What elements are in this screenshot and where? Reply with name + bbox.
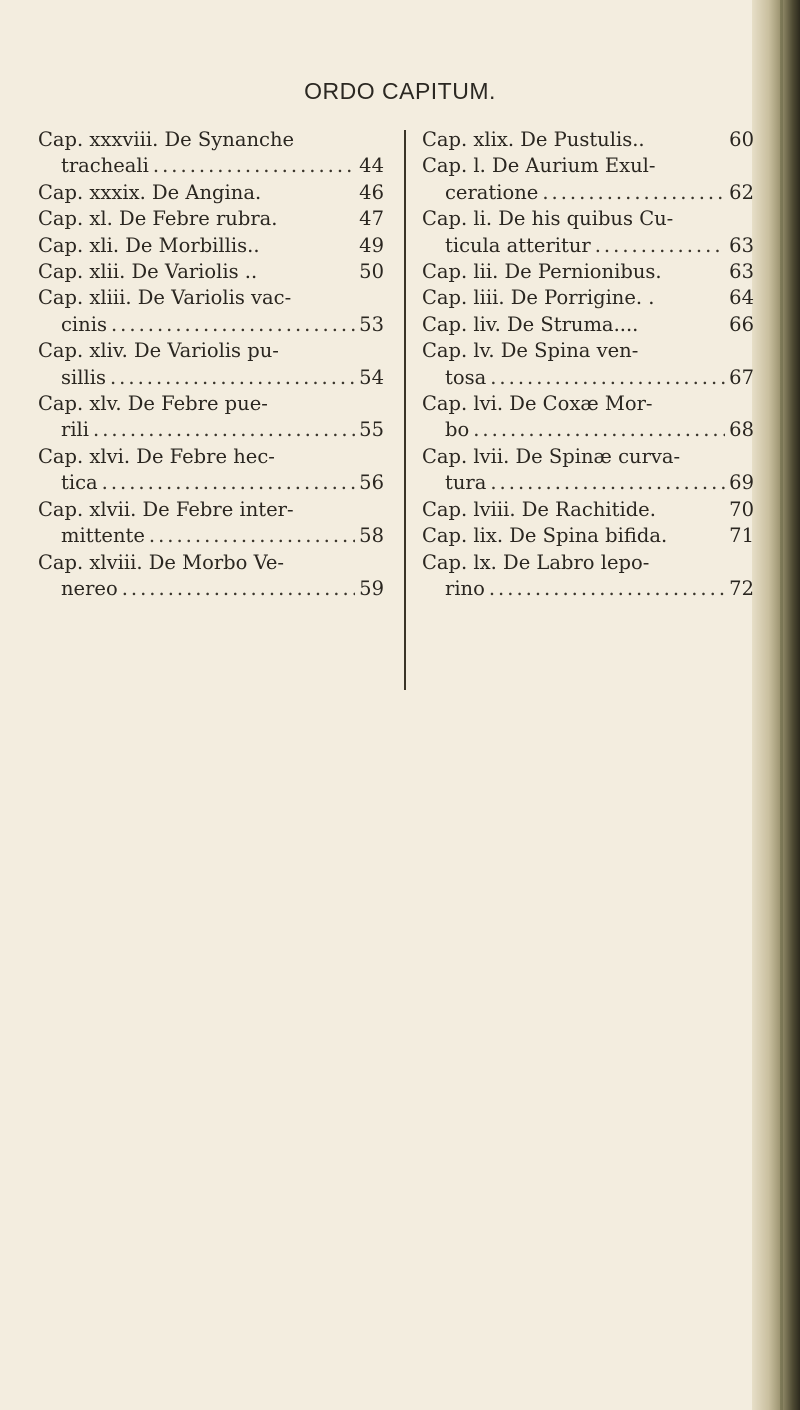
entry-continuation: rili (61, 418, 90, 442)
entry-continuation: ticula atteritur (445, 233, 591, 257)
page-number: 66 (729, 312, 754, 336)
entry-continuation: cinis (61, 312, 107, 336)
entry-continuation: nereo (61, 576, 118, 600)
entry-first-line: Cap. xliii. De Variolis vac- (38, 286, 292, 310)
toc-entry (422, 550, 754, 603)
page-number: 55 (359, 418, 384, 442)
entry-continuation: rino (445, 576, 485, 600)
entry-first-line: Cap. lvi. De Coxæ Mor- (422, 392, 653, 416)
toc-entry (422, 444, 754, 497)
entry-first-line: Cap. lx. De Labro lepo- (422, 550, 650, 574)
page-number: 64 (729, 286, 754, 310)
page-number: 50 (359, 260, 384, 284)
page-number: 67 (729, 365, 754, 389)
toc-entry (38, 497, 384, 550)
entry-first-line: Cap. xlvii. De Febre inter- (38, 497, 294, 521)
page-title: ORDO CAPITUM. (304, 78, 496, 104)
toc-left-column (38, 127, 384, 602)
entry-first-line: Cap. xxxviii. De Synanche (38, 128, 295, 151)
page-number: 59 (359, 576, 384, 600)
page-number: 46 (359, 180, 384, 204)
page-number: 68 (729, 418, 754, 442)
entry-first-line: Cap. lv. De Spina ven- (422, 339, 639, 363)
toc-entry (38, 391, 384, 444)
toc-entry (38, 285, 384, 338)
toc-entry (422, 312, 754, 338)
toc-entry (422, 259, 754, 285)
page-number: 62 (729, 180, 754, 204)
page-number: 44 (359, 154, 384, 178)
toc-entry (422, 497, 754, 523)
entry-continuation: tica (61, 471, 98, 495)
toc-entry (422, 285, 754, 311)
entry-first-line: Cap. l. De Aurium Exul- (422, 154, 656, 178)
entry-continuation: tura (445, 471, 487, 495)
page-number: 63 (729, 233, 754, 257)
toc-entry (38, 338, 384, 391)
entry-continuation: tosa (445, 365, 487, 389)
toc-entry (38, 550, 384, 603)
toc-entry (38, 259, 384, 285)
page-number: 58 (359, 524, 384, 548)
page-number: 71 (729, 524, 754, 548)
entry-line: Cap. xli. De Morbillis.. (38, 233, 260, 257)
toc-entry (422, 391, 754, 444)
page-number: 49 (359, 233, 384, 257)
entry-first-line: Cap. xlv. De Febre pue- (38, 392, 268, 416)
toc-entry (422, 338, 754, 391)
page-number: 60 (729, 128, 754, 151)
toc-entry (38, 233, 384, 259)
toc-right-column (422, 127, 754, 602)
entry-line: Cap. liii. De Porrigine. . (422, 286, 655, 310)
entry-first-line: Cap. xlviii. De Morbo Ve- (38, 550, 285, 574)
entry-continuation: mittente (61, 524, 145, 548)
entry-line: Cap. lix. De Spina bifida. (422, 524, 668, 548)
page-number: 56 (359, 471, 384, 495)
entry-continuation: tracheali (61, 154, 149, 178)
entry-continuation: bo (445, 418, 470, 442)
page-number: 69 (729, 471, 754, 495)
page-number: 53 (359, 312, 384, 336)
toc-entry (38, 180, 384, 206)
toc-entry (422, 206, 754, 259)
entry-first-line: Cap. lvii. De Spinæ curva- (422, 444, 681, 468)
page-number: 70 (729, 497, 754, 521)
toc-entry (422, 127, 754, 153)
toc-entry (422, 523, 754, 549)
entry-continuation: ceratione (445, 180, 539, 204)
page-binding-edge (752, 0, 800, 1410)
page-number: 72 (729, 576, 754, 600)
entry-line: Cap. liv. De Struma.... (422, 312, 639, 336)
toc-entry (422, 153, 754, 206)
column-divider (404, 130, 406, 690)
entry-line: Cap. xlix. De Pustulis.. (422, 128, 645, 151)
entry-line: Cap. xl. De Febre rubra. (38, 207, 278, 231)
entry-line: Cap. xlii. De Variolis .. (38, 260, 258, 284)
entry-first-line: Cap. xlvi. De Febre hec- (38, 444, 275, 468)
entry-first-line: Cap. li. De his quibus Cu- (422, 207, 674, 231)
entry-line: Cap. lviii. De Rachitide. (422, 497, 656, 521)
entry-line: Cap. lii. De Pernionibus. (422, 260, 662, 284)
toc-entry (38, 206, 384, 232)
page-number: 47 (359, 207, 384, 231)
page-number: 63 (729, 260, 754, 284)
toc-entry (38, 444, 384, 497)
toc-entry (38, 127, 384, 180)
entry-line: Cap. xxxix. De Angina. (38, 180, 262, 204)
page-number: 54 (359, 365, 384, 389)
entry-continuation: sillis (61, 365, 106, 389)
entry-first-line: Cap. xliv. De Variolis pu- (38, 339, 279, 363)
